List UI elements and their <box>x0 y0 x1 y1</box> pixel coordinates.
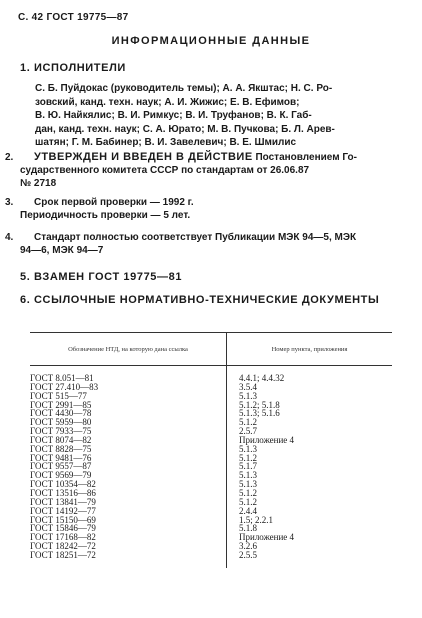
periodicity-text: Периодичность проверки — 5 лет. <box>20 210 191 221</box>
clause-cell: 1.5; 2.2.1 <box>239 514 274 525</box>
section-review <box>5 196 400 222</box>
document-cell: ГОСТ 9557—87 <box>30 462 227 471</box>
document-cell: ГОСТ 17168—82 <box>30 533 227 542</box>
section-approved <box>5 151 400 190</box>
document-cell: ГОСТ 18242—72 <box>30 542 227 551</box>
document-cell: ГОСТ 10354—82 <box>30 480 227 489</box>
document-cell: ГОСТ 5959—80 <box>30 418 227 427</box>
clause-cell: 5.1.7 <box>239 461 257 472</box>
clause-cell: 5.1.3 <box>239 443 257 454</box>
clause-cell: Приложение 4 <box>239 434 295 445</box>
table-header-row <box>30 333 392 366</box>
table-body <box>30 366 392 568</box>
clause-cell: 2.4.4 <box>239 505 257 516</box>
column-header-document: Обозначение НТД, на которую дана ссылка <box>30 333 227 366</box>
section-title: ИСПОЛНИТЕЛИ <box>34 62 126 74</box>
document-cell: ГОСТ 9481—76 <box>30 454 227 463</box>
clause-cell: 5.1.3 <box>239 390 257 401</box>
clause-cell: 5.1.2; 5.1.8 <box>239 399 280 410</box>
document-cell: ГОСТ 14192—77 <box>30 507 227 516</box>
section-number: 3. <box>5 197 14 208</box>
section-replaces <box>20 271 400 283</box>
document-cell: ГОСТ 8828—75 <box>30 445 227 454</box>
document-cell: ГОСТ 4430—78 <box>30 409 227 418</box>
page-title: ИНФОРМАЦИОННЫЕ ДАННЫЕ <box>111 35 311 47</box>
document-cell: ГОСТ 13516—86 <box>30 489 227 498</box>
section-number: 6. <box>20 294 31 306</box>
document-cell: ГОСТ 18251—72 <box>30 551 227 560</box>
document-cell: ГОСТ 8074—82 <box>30 436 227 445</box>
compliance-paragraph <box>5 231 400 257</box>
executors-line: шатян; Г. М. Бабинер; В. И. Завелевич; В. Е. Шмилис <box>35 137 297 148</box>
section-number: 1. <box>20 62 31 74</box>
document-cell: ГОСТ 27.410—83 <box>30 383 227 392</box>
section-title: Стандарт полностью соответствует Публикации МЭК 94—5, МЭК <box>34 232 357 243</box>
section-number: 5. <box>20 271 31 283</box>
executors-list <box>20 82 400 150</box>
clause-cell: 3.2.6 <box>239 541 257 552</box>
approved-text: сударственного комитета СССР по стандартам от 26.06.87 <box>20 165 310 176</box>
document-cell: ГОСТ 515—77 <box>30 392 227 401</box>
reference-table <box>30 332 392 568</box>
section-compliance <box>5 231 400 257</box>
section-number: 2. <box>5 152 14 163</box>
section-title: ВЗАМЕН ГОСТ 19775—81 <box>34 271 183 283</box>
clause-cell: 3.5.4 <box>239 381 257 392</box>
clause-cell: 2.5.7 <box>239 426 257 437</box>
section-references <box>20 294 400 306</box>
section-heading <box>20 294 400 306</box>
clause-cell: 5.1.3 <box>239 479 257 490</box>
clause-cell: 5.1.2 <box>239 452 257 463</box>
section-executors <box>20 62 400 150</box>
clause-cell: 2.5.5 <box>239 549 257 560</box>
section-heading <box>20 62 400 74</box>
clause-cell: 5.1.2 <box>239 417 257 428</box>
section-number: 4. <box>5 232 14 243</box>
executors-line: дан, канд. техн. наук; С. А. Юрато; М. В. Пучкова; Б. Л. Арев- <box>35 123 335 135</box>
document-cell: ГОСТ 8.051—81 <box>30 374 227 383</box>
executors-line: зовский, канд. техн. наук; А. И. Жижис; Е. В. Ефимов; <box>35 96 300 108</box>
document-cell: ГОСТ 15150—69 <box>30 516 227 525</box>
page-header: С. 42 ГОСТ 19775—87 <box>18 12 129 23</box>
column-header-clause: Номер пункта, приложения <box>227 333 393 366</box>
table-row <box>30 551 392 560</box>
clause-cell: 5.1.3 <box>239 470 257 481</box>
review-paragraph <box>5 196 400 222</box>
compliance-text: 94—6, МЭК 94—7 <box>20 245 104 256</box>
executors-line: В. Ю. Найкялис; В. И. Римкус; В. И. Труфанов; В. К. Габ- <box>35 110 312 121</box>
clause-cell: 5.1.2 <box>239 487 257 498</box>
document-cell: ГОСТ 7933—75 <box>30 427 227 436</box>
document-cell: ГОСТ 13841—79 <box>30 498 227 507</box>
approved-text: Постановлением Го- <box>252 152 357 163</box>
document-cell: ГОСТ 15846—79 <box>30 524 227 533</box>
approved-text: № 2718 <box>20 178 57 189</box>
clause-cell: 5.1.8 <box>239 523 257 534</box>
clause-cell: 4.4.1; 4.4.32 <box>239 373 285 383</box>
table-spacer-row <box>30 560 392 568</box>
approved-paragraph <box>5 151 400 190</box>
section-title: ССЫЛОЧНЫЕ НОРМАТИВНО-ТЕХНИЧЕСКИЕ ДОКУМЕНТЫ <box>34 294 380 306</box>
document-cell: ГОСТ 2991—85 <box>30 401 227 410</box>
section-title: Срок первой проверки — 1992 г. <box>34 197 194 208</box>
document-cell: ГОСТ 9569—79 <box>30 471 227 480</box>
clause-cell: 5.1.3; 5.1.6 <box>239 408 280 419</box>
section-title: УТВЕРЖДЕН И ВВЕДЕН В ДЕЙСТВИЕ <box>34 151 253 163</box>
clause-cell: 5.1.2 <box>239 496 257 507</box>
clause-cell: Приложение 4 <box>239 532 295 543</box>
executors-line: С. Б. Пуйдокас (руководитель темы); А. А. Якштас; Н. С. Ро- <box>35 83 333 94</box>
section-heading <box>20 271 400 283</box>
